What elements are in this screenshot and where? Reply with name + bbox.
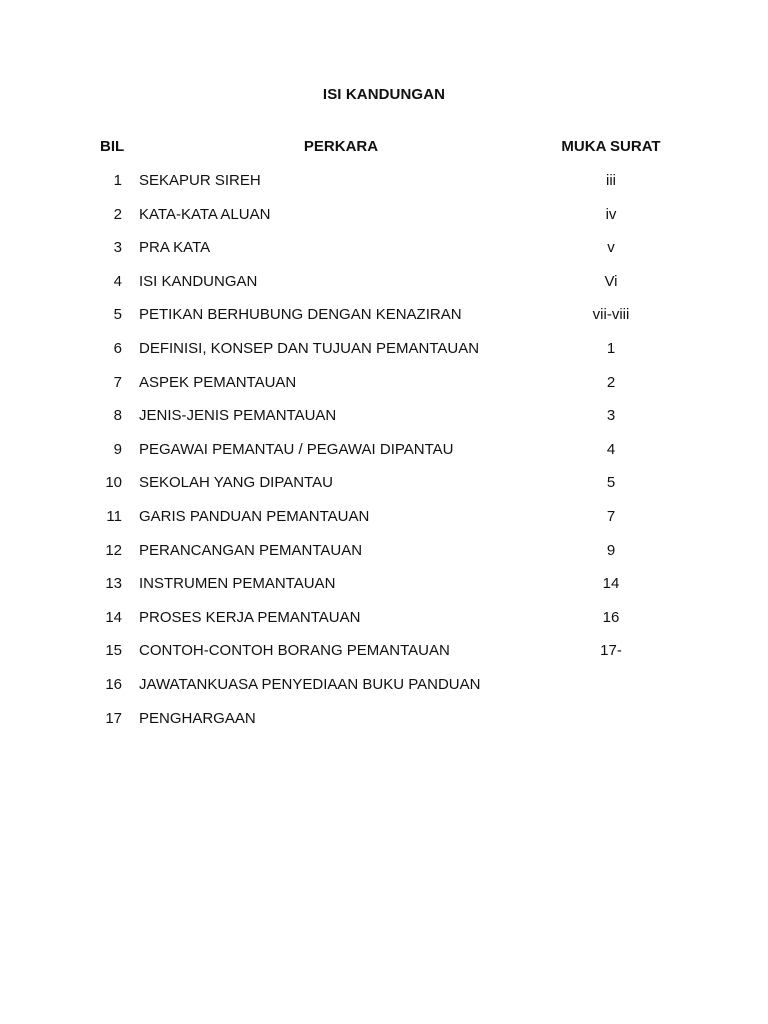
toc-row-perkara: DEFINISI, KONSEP DAN TUJUAN PEMANTAUAN	[139, 339, 480, 357]
toc-row	[0, 273, 768, 307]
toc-row-bil: 4	[113, 272, 122, 290]
toc-row-muka-surat: 17-	[600, 642, 622, 660]
toc-row	[0, 642, 768, 676]
toc-row-perkara: SEKOLAH YANG DIPANTAU	[139, 474, 333, 492]
toc-row-bil: 14	[105, 608, 122, 626]
toc-row-perkara: ASPEK PEMANTAUAN	[139, 373, 297, 391]
toc-row	[0, 474, 768, 508]
toc-row-perkara: ISI KANDUNGAN	[139, 272, 258, 290]
toc-row-muka-surat: iv	[605, 205, 617, 223]
toc-row	[0, 407, 768, 441]
toc-row-perkara: JENIS-JENIS PEMANTAUAN	[139, 407, 337, 425]
toc-row	[0, 306, 768, 340]
toc-row-muka-surat: 2	[606, 373, 616, 391]
toc-row	[0, 374, 768, 408]
toc-row	[0, 206, 768, 240]
toc-row	[0, 340, 768, 374]
toc-row-muka-surat: vii-viii	[592, 306, 630, 324]
toc-row	[0, 239, 768, 273]
toc-row-perkara: GARIS PANDUAN PEMANTAUAN	[139, 507, 370, 525]
toc-row	[0, 609, 768, 643]
toc-row	[0, 172, 768, 206]
page-title: ISI KANDUNGAN	[322, 86, 446, 103]
toc-row-bil: 17	[105, 709, 122, 727]
toc-row	[0, 542, 768, 576]
toc-row-bil: 10	[105, 474, 122, 492]
toc-row-bil: 8	[113, 407, 122, 425]
toc-row	[0, 710, 768, 744]
toc-row-perkara: PENGHARGAAN	[139, 709, 256, 727]
toc-row-perkara: INSTRUMEN PEMANTAUAN	[139, 575, 336, 593]
toc-row-bil: 2	[113, 205, 122, 223]
toc-row-muka-surat: 3	[606, 407, 616, 425]
toc-header	[0, 138, 768, 158]
toc-row-perkara: PROSES KERJA PEMANTAUAN	[139, 608, 361, 626]
toc-row	[0, 508, 768, 542]
toc-row-muka-surat: 1	[606, 339, 616, 357]
header-perkara: PERKARA	[303, 138, 379, 155]
toc-row-bil: 1	[113, 172, 122, 189]
toc-row-perkara: CONTOH-CONTOH BORANG PEMANTAUAN	[139, 642, 450, 660]
toc-row	[0, 676, 768, 710]
toc-row-bil: 13	[105, 575, 122, 593]
toc-row	[0, 575, 768, 609]
toc-row-muka-surat: 4	[606, 440, 616, 458]
toc-row-muka-surat: 14	[602, 575, 620, 593]
toc-row-muka-surat: 16	[602, 608, 620, 626]
toc-row-muka-surat: 7	[606, 507, 616, 525]
toc-row-muka-surat: Vi	[604, 272, 618, 290]
toc-row-bil: 5	[113, 306, 122, 324]
toc-row-bil: 15	[105, 642, 122, 660]
toc-row-bil: 9	[113, 440, 122, 458]
toc-row-perkara: JAWATANKUASA PENYEDIAAN BUKU PANDUAN	[139, 675, 481, 693]
toc-row-bil: 6	[113, 339, 122, 357]
toc-row	[0, 441, 768, 475]
header-muka-surat: MUKA SURAT	[561, 138, 661, 155]
toc-row-muka-surat: 5	[606, 474, 616, 492]
toc-row-bil: 3	[113, 239, 122, 257]
toc-row-bil: 16	[105, 675, 122, 693]
toc-row-perkara: PETIKAN BERHUBUNG DENGAN KENAZIRAN	[139, 306, 462, 324]
toc-list	[0, 172, 768, 743]
toc-row-perkara: PRA KATA	[139, 239, 211, 257]
toc-row-bil: 7	[113, 373, 122, 391]
toc-row-bil: 11	[106, 507, 122, 525]
toc-row-muka-surat: 9	[606, 541, 616, 559]
toc-row-perkara: SEKAPUR SIREH	[139, 172, 261, 189]
toc-row-bil: 12	[105, 541, 122, 559]
toc-row-perkara: KATA-KATA ALUAN	[139, 205, 271, 223]
toc-row-perkara: PEGAWAI PEMANTAU / PEGAWAI DIPANTAU	[139, 440, 454, 458]
header-bil: BIL	[100, 138, 125, 155]
toc-row-muka-surat: iii	[606, 172, 616, 189]
toc-row-muka-surat: v	[607, 239, 615, 257]
toc-row-perkara: PERANCANGAN PEMANTAUAN	[139, 541, 363, 559]
